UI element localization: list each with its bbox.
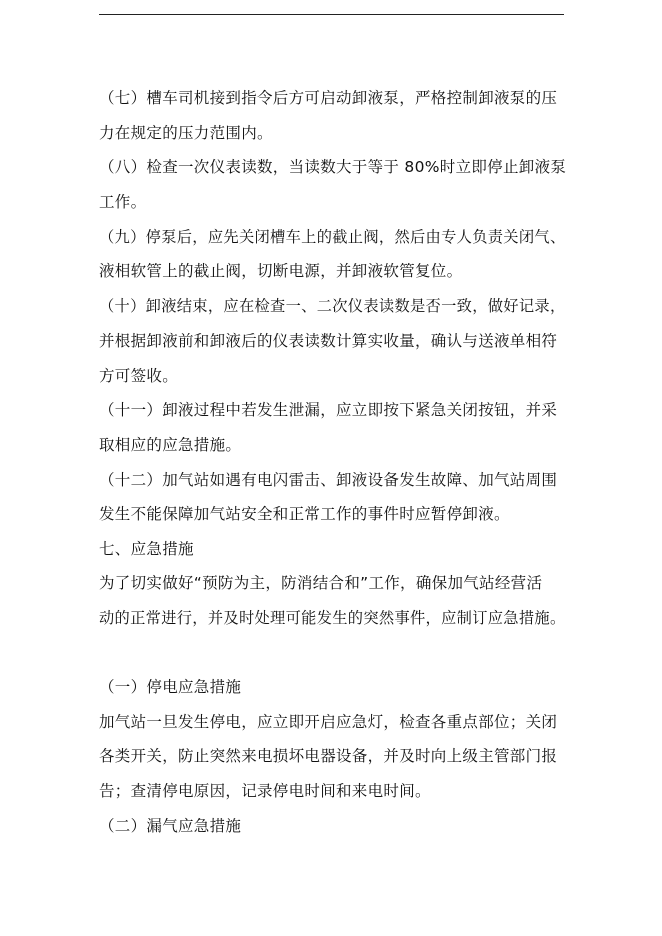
text-line: 为了切实做好“预防为主，防消结合和”工作，确保加气站经营活 — [99, 574, 543, 592]
text-line: 发生不能保障加气站安全和正常工作的事件时应暂停卸液。 — [99, 505, 510, 523]
text-line: 加气站一旦发生停电，应立即开启应急灯，检查各重点部位；关闭 — [99, 713, 558, 731]
text-line: 并根据卸液前和卸液后的仪表读数计算实收量，确认与送液单相符 — [99, 332, 558, 350]
subsection-heading: （二）漏气应急措施 — [99, 817, 242, 835]
text-line: （十二）加气站如遇有电闪雷击、卸液设备发生故障、加气站周围 — [99, 471, 558, 489]
text-line: （九）停泵后，应先关闭槽车上的截止阀，然后由专人负责关闭气、 — [99, 228, 566, 246]
text-line: 取相应的应急措施。 — [99, 436, 242, 454]
text-line: （八）检查一次仪表读数，当读数大于等于 80%时立即停止卸液泵 — [99, 158, 567, 176]
text-line: （七）槽车司机接到指令后方可启动卸液泵，严格控制卸液泵的压 — [99, 89, 558, 107]
subsection-heading: （一）停电应急措施 — [99, 678, 242, 696]
header-rule — [99, 14, 564, 15]
text-line: 力在规定的压力范围内。 — [99, 124, 273, 142]
text-line: 方可签收。 — [99, 367, 179, 385]
text-line: （十）卸液结束，应在检查一、二次仪表读数是否一致，做好记录， — [99, 297, 566, 315]
text-line: 动的正常进行，并及时处理可能发生的突然事件，应制订应急措施。 — [99, 609, 566, 627]
section-heading: 七、应急措施 — [99, 540, 194, 558]
text-line: 液相软管上的截止阀，切断电源，并卸液软管复位。 — [99, 262, 463, 280]
text-line: 工作。 — [99, 193, 147, 211]
text-line: （十一）卸液过程中若发生泄漏，应立即按下紧急关闭按钮，并采 — [99, 401, 558, 419]
text-line: 各类开关，防止突然来电损坏电器设备，并及时向上级主管部门报 — [99, 747, 558, 765]
text-line: 告；查清停电原因，记录停电时间和来电时间。 — [99, 782, 431, 800]
